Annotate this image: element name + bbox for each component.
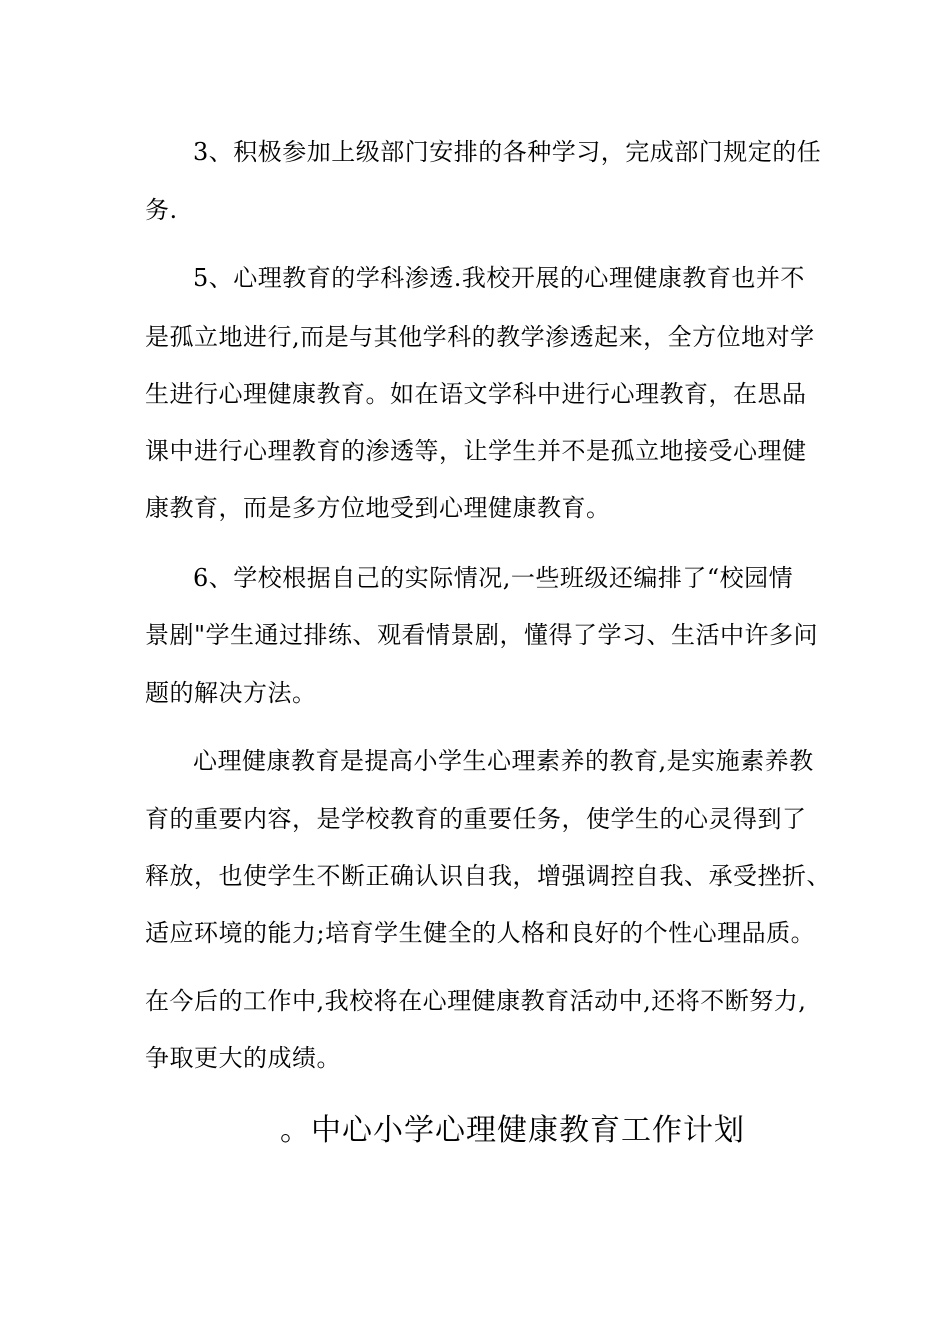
- paragraph-5-line-1: 5、心理教育的学科渗透.我校开展的心理健康教育也并不: [193, 264, 805, 292]
- closing-line-1: 在今后的工作中,我校将在心理健康教育活动中,还将不断努力,: [145, 987, 807, 1015]
- paragraph-3-line-2: 务.: [145, 196, 178, 224]
- paragraph-3-line-1: 3、积极参加上级部门安排的各种学习，完成部门规定的任: [193, 138, 822, 166]
- summary-line-2: 育的重要内容，是学校教育的重要任务，使学生的心灵得到了: [145, 805, 807, 833]
- section-title: 。中心小学心理健康教育工作计划: [280, 1113, 745, 1148]
- paragraph-6-line-3: 题的解决方法。: [145, 679, 317, 707]
- paragraph-6-line-2: 景剧"学生通过排练、观看情景剧，懂得了学习、生活中许多问: [145, 621, 819, 649]
- paragraph-5-line-3: 生进行心理健康教育。如在语文学科中进行心理教育，在思品: [145, 380, 807, 408]
- paragraph-6-line-1: 6、学校根据自己的实际情况,一些班级还编排了“校园情: [193, 564, 794, 592]
- summary-line-4: 适应环境的能力;培育学生健全的人格和良好的个性心理品质。: [145, 919, 816, 947]
- paragraph-5-line-2: 是孤立地进行,而是与其他学科的教学渗透起来，全方位地对学: [145, 323, 815, 351]
- paragraph-5-line-4: 课中进行心理教育的渗透等，让学生并不是孤立地接受心理健: [145, 437, 807, 465]
- summary-line-3: 释放，也使学生不断正确认识自我，增强调控自我、承受挫折、: [145, 862, 831, 890]
- paragraph-5-line-5: 康教育，而是多方位地受到心理健康教育。: [145, 494, 611, 522]
- closing-line-2: 争取更大的成绩。: [145, 1044, 341, 1072]
- summary-line-1: 心理健康教育是提高小学生心理素养的教育,是实施素养教: [193, 747, 814, 775]
